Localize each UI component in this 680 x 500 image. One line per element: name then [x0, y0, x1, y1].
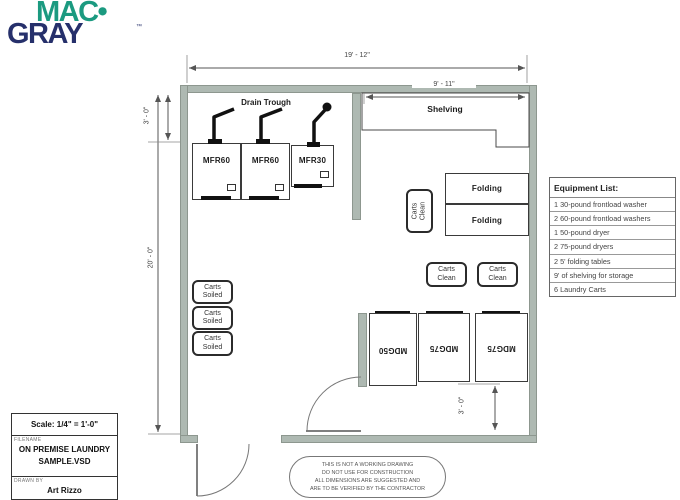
dryer-label: MDG50	[378, 346, 408, 355]
washer-mfr30	[291, 145, 334, 187]
disclaimer-line: ARE TO BE VERIFIED BY THE CONTRACTOR	[309, 486, 426, 493]
dimension-shelving-width: 9' - 11"	[412, 81, 476, 88]
cart-soiled-1	[192, 280, 233, 304]
filename-line1: ON PREMISE LAUNDRY	[18, 445, 111, 454]
washer-label: MFR60	[251, 156, 280, 165]
filename-row	[12, 436, 117, 477]
cart-clean-2	[477, 262, 518, 287]
logo-trademark: ™	[136, 24, 142, 30]
folding-label: Folding	[471, 216, 503, 225]
dimension-room-height: 20' - 0"	[147, 246, 155, 269]
dryer-label: MDG75	[429, 344, 459, 353]
pipe-connector	[256, 139, 270, 144]
disclaimer-note	[289, 456, 446, 498]
logo-gray: GRAY	[7, 18, 83, 50]
cart-label: Carts Soiled	[202, 283, 223, 299]
equipment-list-item: 6 Laundry Carts	[554, 284, 606, 294]
washer-front-bar	[294, 184, 322, 188]
drawn-by-name: Art Rizzo	[47, 486, 82, 495]
equipment-list-item: 2 75-pound dryers	[550, 240, 675, 254]
cart-soiled-2	[192, 306, 233, 330]
pipe-connector	[307, 142, 320, 147]
drain-outlet-dot	[323, 103, 332, 112]
drain-trough-label: Drain Trough	[241, 98, 291, 107]
cart-label: Carts Clean	[488, 266, 507, 282]
equipment-list-item: 1 50-pound dryer	[550, 226, 675, 240]
folding-table-2	[445, 204, 529, 236]
scale-row: Scale: 1/4" = 1'-0"	[12, 414, 117, 436]
washer-label: MFR30	[298, 156, 327, 165]
drawn-by-row	[12, 477, 117, 499]
drawn-by-label: DRAWN BY	[14, 478, 44, 484]
cart-clean-1	[426, 262, 467, 287]
shelving-label: Shelving	[427, 104, 463, 114]
pipe-connector	[208, 139, 222, 144]
equipment-list-item: 9' of shelving for storage	[550, 269, 675, 283]
logo-mac: MAC•	[36, 0, 107, 28]
washer-front-bar	[249, 196, 279, 200]
disclaimer-line: DO NOT USE FOR CONSTRUCTION	[321, 469, 414, 476]
cart-label: Carts Clean	[437, 266, 456, 282]
folding-table-1	[445, 173, 529, 204]
filename-line2: SAMPLE.VSD	[38, 457, 91, 466]
washer-mfr60-2	[241, 143, 290, 200]
washer-front-bar	[201, 196, 231, 200]
dryer-mdg75-2	[475, 313, 528, 382]
washer-detail-square	[227, 184, 236, 191]
cart-soiled-3	[192, 331, 233, 356]
cart-label: Carts Soiled	[202, 309, 223, 325]
cart-clean-vertical	[406, 189, 433, 233]
equipment-list-item: 2 5' folding tables	[550, 255, 675, 269]
door-swing-arc	[197, 444, 249, 496]
dimension-room-width: 19' - 12"	[344, 52, 370, 59]
dryer-mdg50	[369, 313, 417, 386]
dimension-dryer-aisle: 3' - 0"	[458, 396, 466, 415]
disclaimer-line: THIS IS NOT A WORKING DRAWING	[321, 461, 414, 468]
equipment-list-item: 1 30-pound frontload washer	[550, 198, 675, 212]
folding-label: Folding	[471, 184, 503, 193]
washer-detail-square	[320, 171, 329, 178]
shelving-outline	[362, 93, 529, 147]
disclaimer-line: ALL DIMENSIONS ARE SUGGESTED AND	[314, 478, 421, 484]
dryer-label: MDG75	[487, 344, 516, 353]
equipment-list-title: Equipment List:	[550, 178, 675, 198]
washer-mfr60-1	[192, 143, 241, 200]
washer-detail-square	[275, 184, 284, 191]
cart-label: Carts Soiled	[202, 335, 223, 351]
dimension-washer-offset: 3' - 0"	[143, 106, 151, 125]
door-swing-arc	[307, 377, 361, 431]
title-block	[11, 413, 118, 500]
cart-label: Carts Clean	[411, 201, 427, 221]
washer-label: MFR60	[202, 156, 231, 165]
equipment-list	[549, 177, 676, 297]
dryer-mdg75-1	[418, 313, 470, 382]
equipment-list-item: 2 60-pound frontload washers	[550, 212, 675, 226]
filename-label: FILENAME	[14, 437, 42, 443]
